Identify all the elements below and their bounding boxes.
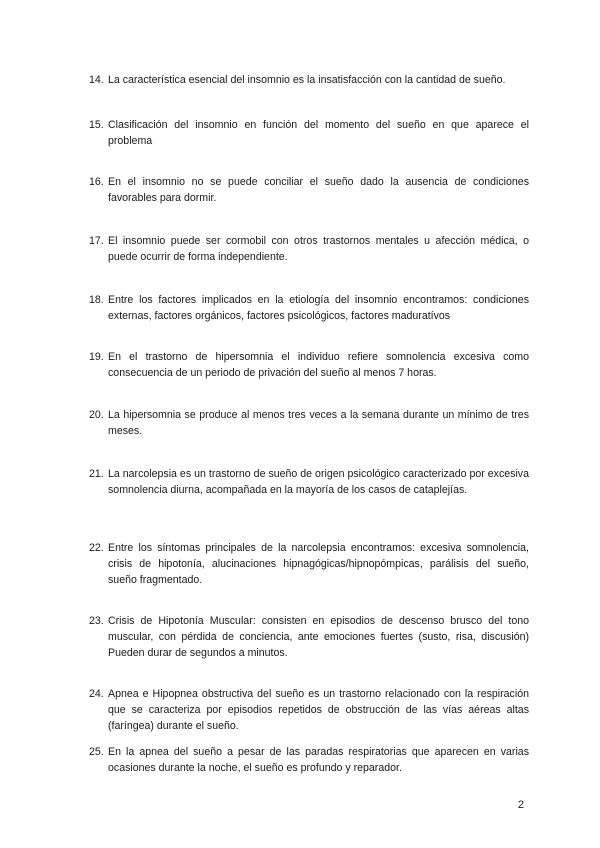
list-item [89, 407, 529, 439]
item-number: 14. [89, 74, 104, 86]
item-number: 24. [89, 688, 104, 700]
item-text: La narcolepsia es un trastorno de sueño de origen psicológico caracterizado por excesiva somnolencia diurna, acompañada en la mayoría de los casos de cataplejías. [108, 468, 529, 496]
list-item [89, 72, 529, 88]
item-number: 17. [89, 235, 104, 247]
item-number: 22. [89, 542, 104, 554]
list-item [89, 540, 529, 588]
list-item [89, 613, 529, 661]
item-text: Crisis de Hipotonía Muscular: consisten en episodios de descenso brusco del tono muscular, con pérdida de conciencia, ante emociones fuertes (susto, risa, discusión) Pueden durar de segundos a minutos. [108, 615, 529, 659]
item-text: La hipersomnia se produce al menos tres veces a la semana durante un mínimo de tres meses. [108, 409, 529, 437]
list-item [89, 117, 529, 149]
list-item [89, 292, 529, 324]
item-number: 21. [89, 468, 104, 480]
item-number: 20. [89, 409, 104, 421]
item-text: Apnea e Hipopnea obstructiva del sueño es un trastorno relacionado con la respiración que se caracteriza por episodios repetidos de obstrucción de las vías aéreas altas (faríngea) durante el sueño. [108, 688, 529, 732]
item-text: Clasificación del insomnio en función del momento del sueño en que aparece el problema [108, 119, 529, 147]
list-item [89, 466, 529, 498]
item-text: El insomnio puede ser cormobil con otros trastornos mentales u afección médica, o puede ocurrir de forma independiente. [108, 235, 529, 263]
item-text: La característica esencial del insomnio es la insatisfacción con la cantidad de sueño. [108, 74, 506, 86]
item-number: 23. [89, 615, 104, 627]
item-text: En la apnea del sueño a pesar de las paradas respiratorias que aparecen en varias ocasiones durante la noche, el sueño es profundo y reparador. [108, 746, 529, 774]
list-item [89, 233, 529, 265]
item-text: Entre los factores implicados en la etiología del insomnio encontramos: condiciones externas, factores orgánicos, factores psicológicos, factores maduratívos [108, 294, 529, 322]
item-text: En el trastorno de hipersomnia el individuo refiere somnolencia excesiva como consecuencia de un periodo de privación del sueño al menos 7 horas. [108, 351, 529, 379]
item-number: 18. [89, 294, 104, 306]
item-text: Entre los síntomas principales de la narcolepsia encontramos: excesiva somnolencia, crisis de hipotonía, alucinaciones hipnagógicas/hipnopómpicas, parálisis del sueño, sueño fragmentado. [108, 542, 529, 586]
page-number: 2 [517, 799, 524, 811]
item-number: 19. [89, 351, 104, 363]
list-item [89, 686, 529, 734]
list-item [89, 174, 529, 206]
item-number: 16. [89, 176, 104, 188]
item-number: 15. [89, 119, 104, 131]
list-item [89, 349, 529, 381]
item-text: En el insomnio no se puede conciliar el sueño dado la ausencia de condiciones favorables para dormir. [108, 176, 529, 204]
list-item [89, 744, 529, 776]
item-number: 25. [89, 746, 104, 758]
